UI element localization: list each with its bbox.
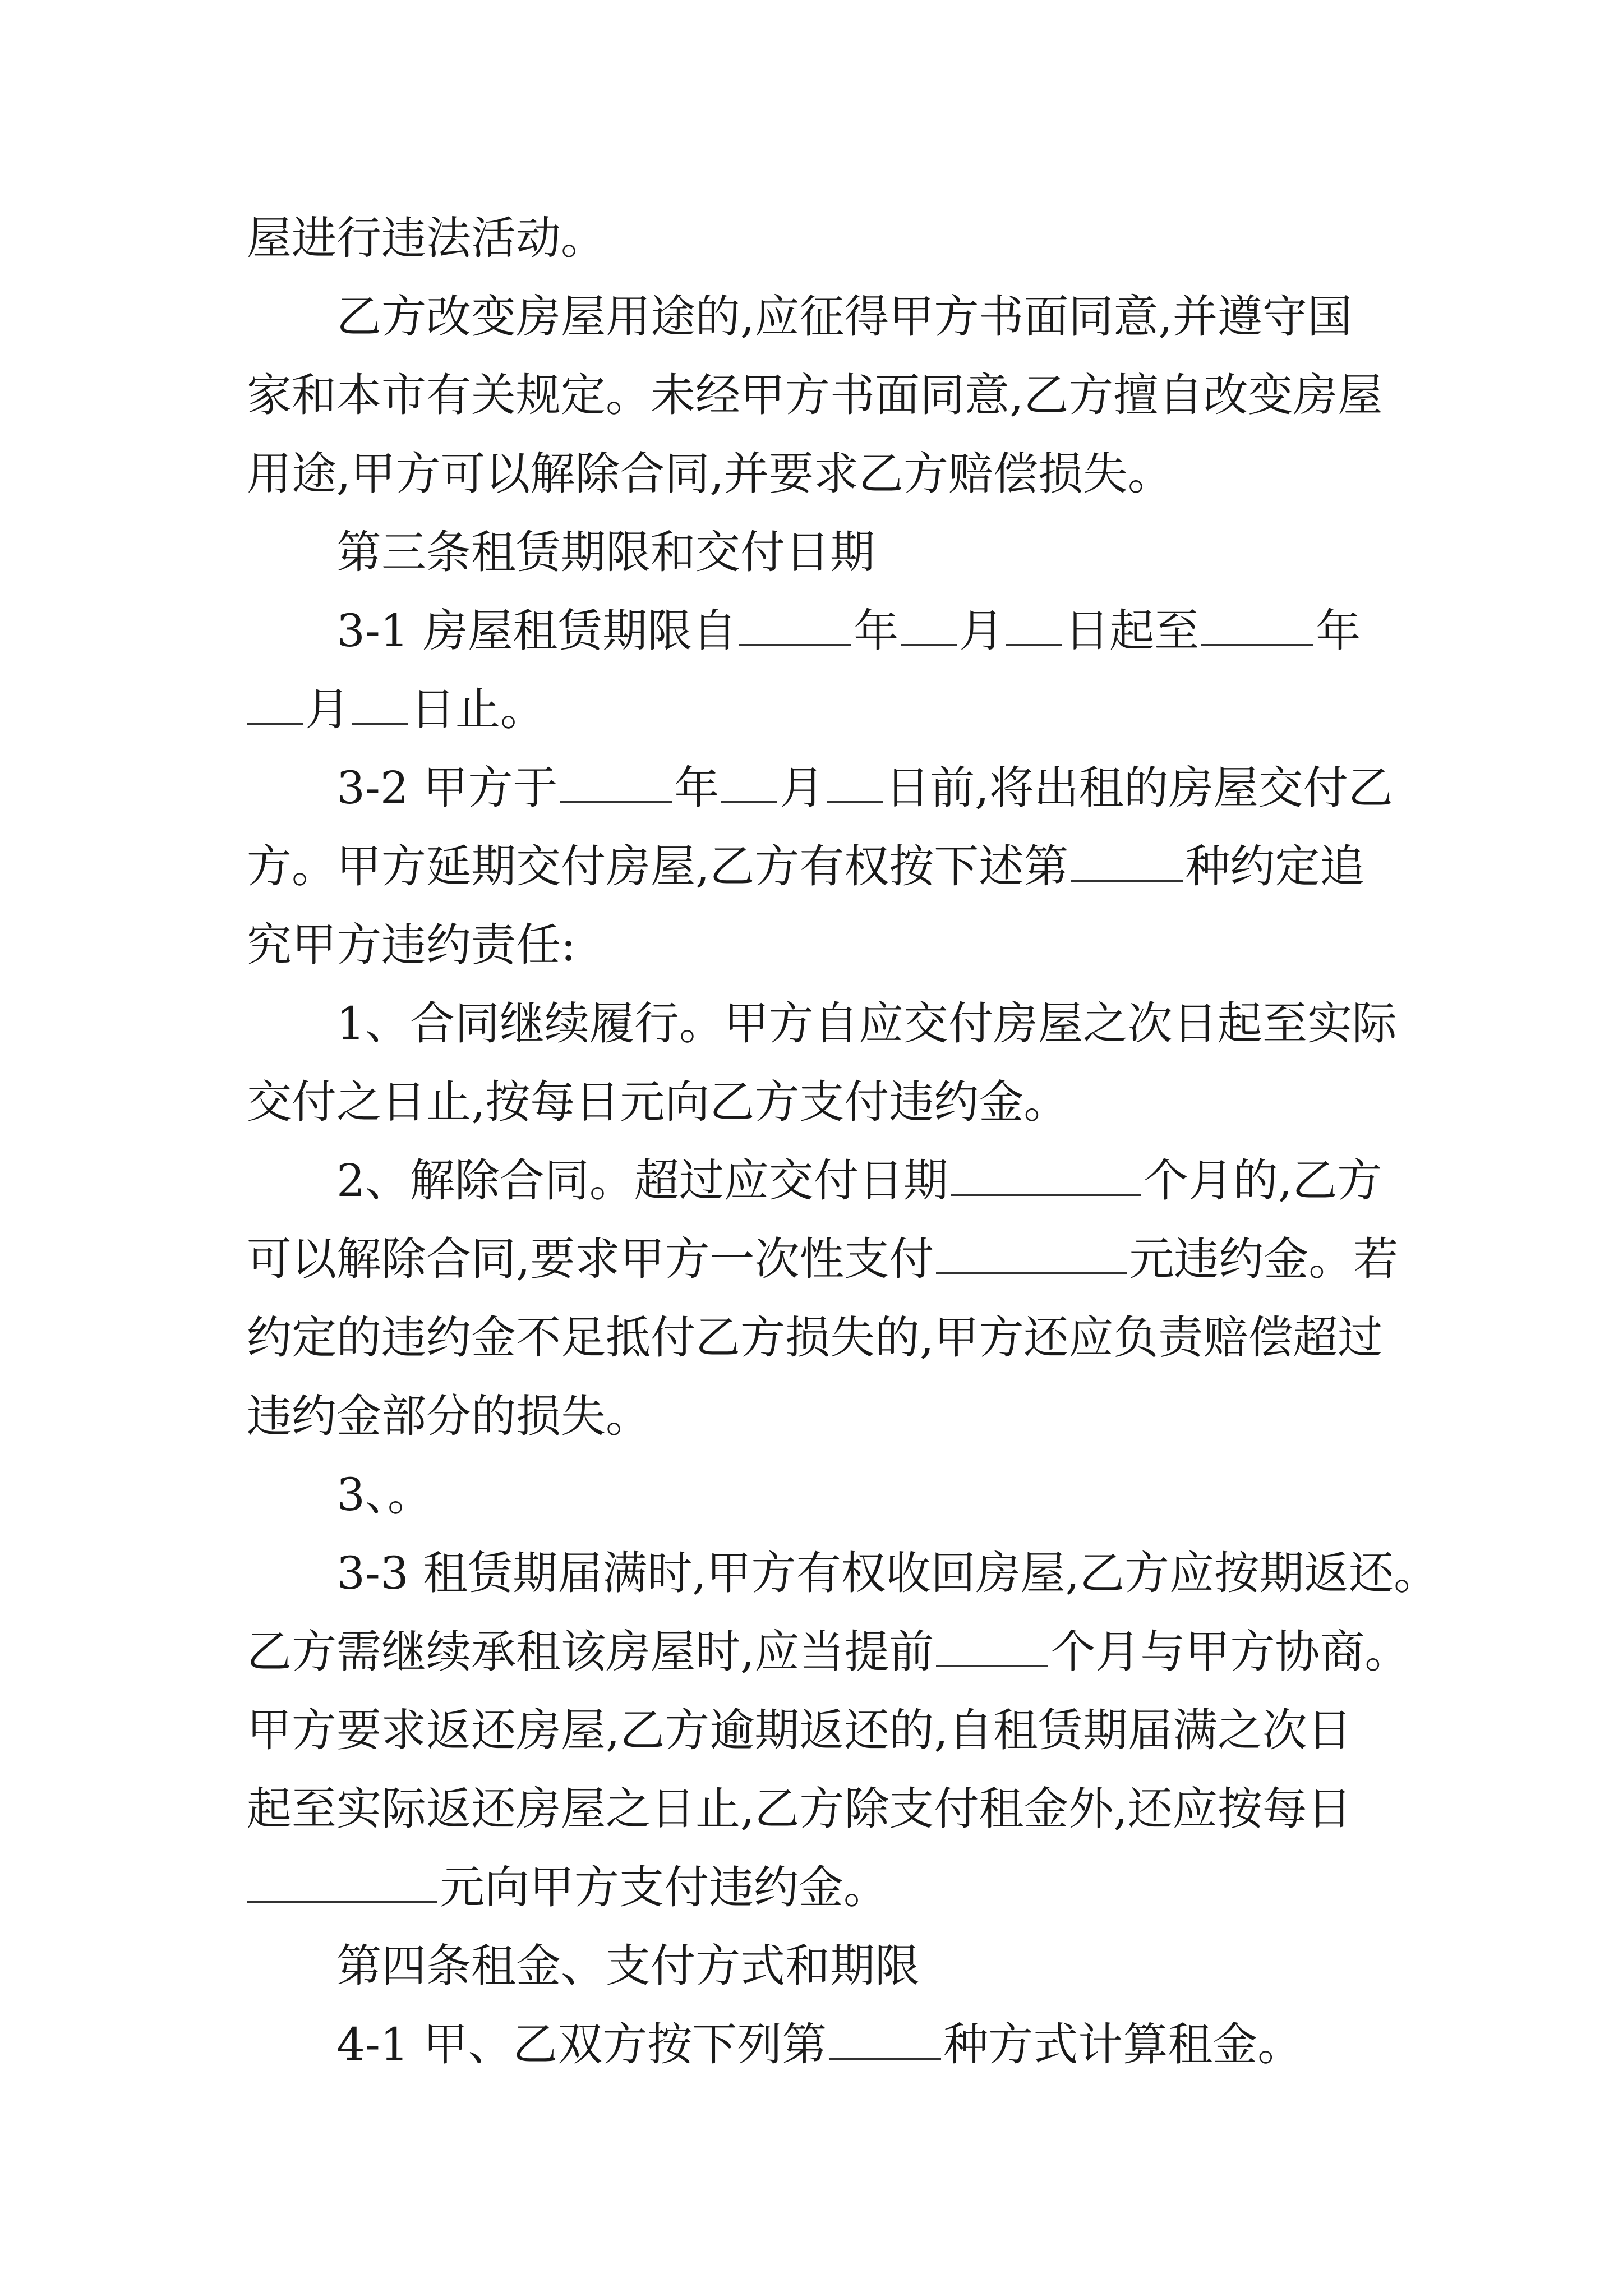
text-segment: 究甲方违约责任: xyxy=(247,919,576,971)
text-segment: 日起至 xyxy=(1064,605,1200,657)
text-segment: 种方式计算租金。 xyxy=(943,2018,1303,2070)
section-heading-article-4 xyxy=(247,1927,1385,2005)
paragraph-line xyxy=(247,1299,1385,1377)
text-segment: 第三条租赁期限和交付日期 xyxy=(336,526,875,578)
paragraph-line xyxy=(247,1613,1410,1691)
text-segment: 屋进行违法活动。 xyxy=(247,212,606,264)
text-segment: 日止。 xyxy=(411,683,545,735)
clause-3-1 xyxy=(247,592,1385,670)
clause-3-3 xyxy=(247,1534,1439,1613)
text-segment: 违约金部分的损失。 xyxy=(247,1390,651,1442)
blank-field xyxy=(1201,592,1313,646)
paragraph-line xyxy=(247,1220,1399,1299)
paragraph-line xyxy=(247,670,1385,749)
paragraph-line xyxy=(247,827,1385,906)
paragraph-line xyxy=(247,1770,1385,1848)
text-segment: 3-1 房屋租赁期限自 xyxy=(336,605,737,657)
blank-field xyxy=(901,592,957,646)
text-segment: 交付之日止,按每日元向乙方支付违约金。 xyxy=(247,1076,1069,1128)
blank-field xyxy=(247,1849,437,1903)
text-segment: 年 xyxy=(674,762,720,814)
text-segment: 2、解除合同。超过应交付日期 xyxy=(336,1154,948,1207)
paragraph-line xyxy=(247,1691,1385,1770)
clause-4-1 xyxy=(247,2005,1385,2084)
blank-field xyxy=(1006,592,1062,646)
list-item-3 xyxy=(247,1456,1385,1534)
text-segment: 个月与甲方协商。 xyxy=(1050,1626,1410,1678)
section-heading-article-3 xyxy=(247,513,1385,592)
text-segment: 月 xyxy=(959,605,1004,657)
blank-field xyxy=(1071,828,1183,882)
blank-field xyxy=(827,749,883,803)
paragraph-line xyxy=(247,1377,1385,1456)
list-item-2 xyxy=(247,1142,1385,1220)
paragraph-line xyxy=(247,278,1385,356)
paragraph-line xyxy=(247,1848,1385,1927)
text-segment: 乙方改变房屋用途的,应征得甲方书面同意,并遵守国 xyxy=(336,291,1352,343)
text-segment: 可以解除合同,要求甲方一次性支付 xyxy=(247,1233,934,1285)
text-segment: 家和本市有关规定。未经甲方书面同意,乙方擅自改变房屋 xyxy=(247,369,1383,421)
text-segment: 3-3 租赁期届满时,甲方有权收回房屋,乙方应按期返还。 xyxy=(336,1547,1439,1599)
contract-text xyxy=(247,199,1439,2084)
blank-field xyxy=(829,2006,941,2060)
text-segment: 3-2 甲方于 xyxy=(336,762,558,814)
text-segment: 方。甲方延期交付房屋,乙方有权按下述第 xyxy=(247,840,1069,892)
text-segment: 甲方要求返还房屋,乙方逾期返还的,自租赁期届满之次日 xyxy=(247,1704,1352,1756)
text-segment: 元违约金。若 xyxy=(1129,1233,1399,1285)
blank-field xyxy=(560,749,672,803)
text-segment: 第四条租金、支付方式和期限 xyxy=(336,1940,920,1992)
text-segment: 日前,将出租的房屋交付乙 xyxy=(885,762,1393,814)
text-segment: 元向甲方支付违约金。 xyxy=(440,1861,888,1913)
blank-field xyxy=(247,671,303,725)
text-segment: 个月的,乙方 xyxy=(1143,1154,1382,1207)
blank-field xyxy=(739,592,851,646)
text-segment: 月 xyxy=(305,683,350,735)
text-segment: 起至实际返还房屋之日止,乙方除支付租金外,还应按每日 xyxy=(247,1783,1352,1835)
text-segment: 1、合同继续履行。甲方自应交付房屋之次日起至实际 xyxy=(336,997,1397,1050)
blank-field xyxy=(936,1613,1048,1667)
paragraph-line xyxy=(247,906,1385,984)
text-segment: 年 xyxy=(1316,605,1361,657)
paragraph-line xyxy=(247,435,1385,513)
paragraph-line xyxy=(247,199,1385,278)
list-item-1 xyxy=(247,984,1397,1063)
text-segment: 月 xyxy=(780,762,825,814)
text-segment: 乙方需继续承租该房屋时,应当提前 xyxy=(247,1626,934,1678)
text-segment: 约定的违约金不足抵付乙方损失的,甲方还应负责赔偿超过 xyxy=(247,1312,1383,1364)
paragraph-line xyxy=(247,1063,1385,1142)
text-segment: 3、。 xyxy=(336,1469,432,1521)
blank-field xyxy=(951,1142,1141,1196)
text-segment: 年 xyxy=(854,605,899,657)
text-segment: 4-1 甲、乙双方按下列第 xyxy=(336,2018,827,2070)
blank-field xyxy=(936,1221,1127,1274)
paragraph-line xyxy=(247,356,1385,435)
blank-field xyxy=(721,749,777,803)
clause-3-2 xyxy=(247,749,1393,827)
text-segment: 种约定追 xyxy=(1185,840,1365,892)
text-segment: 用途,甲方可以解除合同,并要求乙方赔偿损失。 xyxy=(247,448,1173,500)
blank-field xyxy=(352,671,408,725)
